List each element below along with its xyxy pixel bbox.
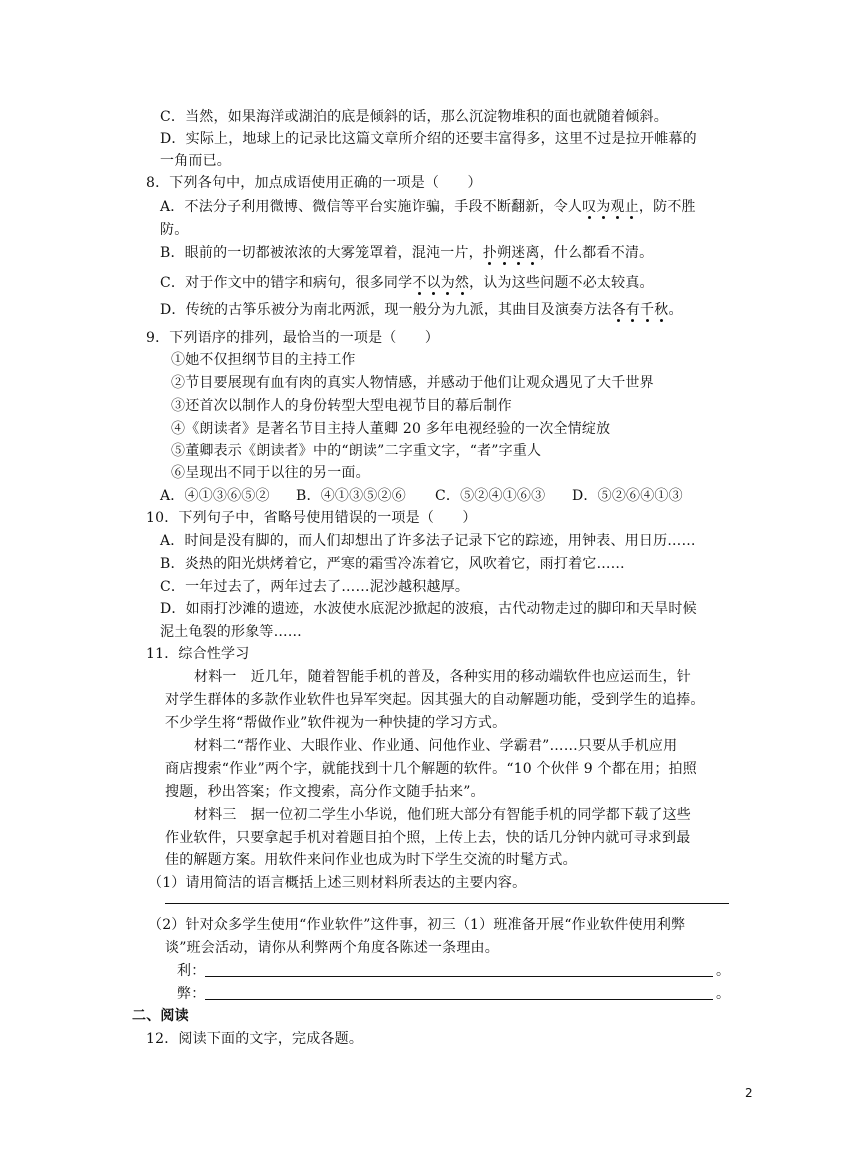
q11-material-2-line3: 搜题，秒出答案；作文搜索，高分作文随手拈来”。 xyxy=(165,784,485,800)
emphasis-char: 离 xyxy=(525,245,540,261)
q11-part-2-line2: 谈”班会活动，请你从利弊两个角度各陈述一条理由。 xyxy=(165,940,499,956)
emphasis-char: 各 xyxy=(611,302,626,318)
q8-c-post: ，认为这些问题不必太较真。 xyxy=(469,275,654,291)
q8-b-post: ，什么都看不清。 xyxy=(539,245,654,261)
emphasis-char: 迷 xyxy=(511,245,526,261)
advantage-period: 。 xyxy=(716,963,731,979)
q11-material-1-line2: 对学生群体的多款作业软件也异军突起。因其强大的自动解题功能，受到学生的追捧。 xyxy=(165,692,705,708)
q8-stem: 8．下列各句中，加点成语使用正确的一项是（ ） xyxy=(146,175,482,191)
q11-part-2-line1: （2）针对众多学生使用“作业软件”这件事，初三（1）班准备开展“作业软件使用利弊 xyxy=(148,917,686,933)
q10-option-b: B．炎热的阳光烘烤着它，严寒的霜雪冷冻着它，风吹着它，雨打着它…… xyxy=(160,556,625,572)
q11-material-2-line1: 材料二“帮作业、大眼作业、作业通、问他作业、学霸君”……只要从手机应用 xyxy=(194,738,678,754)
q11-material-3-line1: 材料三 据一位初二学生小华说，他们班大部分有智能手机的同学都下载了这些 xyxy=(194,807,691,823)
emphasis-char: 为 xyxy=(596,199,611,215)
q11-material-3-line3: 佳的解题方案。用软件来问作业也成为时下学生交流的时髦方式。 xyxy=(165,852,577,868)
disadvantage-label: 弊： xyxy=(177,986,206,1002)
emphasis-char: 止 xyxy=(624,199,639,215)
q9-sentence-2: ②节目要展现有血有肉的真实人物情感，并感动于他们让观众遇见了大千世界 xyxy=(171,375,654,391)
emphasis-char: 然 xyxy=(454,275,470,291)
q9-option-b: B．④①③⑤②⑥ xyxy=(296,488,406,504)
q8-b-pre: B．眼前的一切都被浓浓的大雾笼罩着，混沌一片， xyxy=(160,245,483,261)
q8-d-pre: D．传统的古筝乐被分为南北两派，现一般分为九派，其曲目及演奏方法 xyxy=(160,302,612,318)
emphasis-char: 不 xyxy=(412,275,427,291)
q8-option-d xyxy=(160,302,683,318)
advantage-label: 利： xyxy=(177,963,206,979)
disadvantage-period: 。 xyxy=(716,986,731,1002)
advantage-answer-line xyxy=(205,976,713,977)
q9-stem: 9．下列语序的排列，最恰当的一项是（ ） xyxy=(146,330,440,346)
answer-line xyxy=(165,903,729,904)
q11-material-2-line2: 商店搜索“作业”两个字，就能找到十几个解题的软件。“10 个伙伴 9 个都在用；拍照 xyxy=(165,761,697,777)
q10-option-a: A．时间是没有脚的，而人们却想出了许多法子记录下它的踪迹，用钟表、用日历…… xyxy=(160,533,696,549)
q10-option-d-line1: D．如雨打沙滩的遗迹，水波使水底泥沙掀起的波痕，古代动物走过的脚印和天旱时候 xyxy=(160,601,697,617)
q9-sentence-4: ④《朗读者》是著名节目主持人董卿 20 多年电视经验的一次全情绽放 xyxy=(171,421,611,437)
emphasis-char: 秋 xyxy=(654,302,669,318)
q12-stem: 12．阅读下面的文字，完成各题。 xyxy=(146,1031,364,1047)
q8-a-post: ，防不胜 xyxy=(638,199,696,215)
emphasis-char: 叹 xyxy=(582,199,597,215)
q8-option-c xyxy=(160,275,654,291)
emphasis-char: 朔 xyxy=(497,245,512,261)
q8-a-pre: A．不法分子利用微博、微信等平台实施诈骗，手段不断翻新，令人 xyxy=(160,199,583,215)
q9-sentence-3: ③还首次以制作人的身份转型大型电视节目的幕后制作 xyxy=(171,398,512,414)
disadvantage-answer-line xyxy=(205,999,713,1000)
q9-option-d: D．⑤②⑥④①③ xyxy=(572,488,683,504)
emphasis-char: 有 xyxy=(625,302,641,318)
q10-option-d-line2: 泥土龟裂的形象等…… xyxy=(160,624,302,640)
page-number: 2 xyxy=(745,1086,753,1100)
q9-sentence-5: ⑤董卿表示《朗读者》中的“朗读”二字重文字，“者”字重人 xyxy=(171,443,542,459)
emphasis-char: 千 xyxy=(640,302,655,318)
q9-option-a: A．④①③⑥⑤② xyxy=(160,488,270,504)
q8-option-b xyxy=(160,245,653,261)
q10-option-c: C．一年过去了，两年过去了……泥沙越积越厚。 xyxy=(160,579,470,595)
q7-option-c: C．当然，如果海洋或湖泊的底是倾斜的话，那么沉淀物堆积的面也就随着倾斜。 xyxy=(160,109,668,125)
q11-material-1-line1: 材料一 近几年，随着智能手机的普及，各种实用的移动端软件也应运而生，针 xyxy=(194,669,691,685)
q8-option-a-line2: 防。 xyxy=(160,222,189,238)
q10-stem: 10．下列句子中，省略号使用错误的一项是（ ） xyxy=(146,510,477,526)
q11-stem: 11．综合性学习 xyxy=(146,646,250,662)
q8-option-a-line1 xyxy=(160,199,696,215)
q9-sentence-6: ⑥呈现出不同于以往的另一面。 xyxy=(171,465,370,481)
section-heading-reading: 二、阅读 xyxy=(132,1008,189,1024)
emphasis-char: 观 xyxy=(610,199,625,215)
q7-option-d-line2: 一角而已。 xyxy=(160,153,231,169)
emphasis-char: 以 xyxy=(426,275,441,291)
q11-material-3-line2: 作业软件，只要拿起手机对着题目拍个照，上传上去，快的话几分钟内就可寻求到最 xyxy=(165,830,691,846)
q8-d-post: 。 xyxy=(668,302,683,318)
emphasis-char: 为 xyxy=(440,275,455,291)
q11-material-1-line3: 不少学生将“帮做作业”软件视为一种快捷的学习方式。 xyxy=(165,715,507,731)
q9-option-c: C．⑤②④①⑥③ xyxy=(435,488,546,504)
q7-option-d-line1: D．实际上，地球上的记录比这篇文章所介绍的还要丰富得多，这里不过是拉开帷幕的 xyxy=(160,131,697,147)
q11-part-1: （1）请用简洁的语言概括上述三则材料所表达的主要内容。 xyxy=(148,875,527,891)
q9-sentence-1: ①她不仅担纲节目的主持工作 xyxy=(171,352,356,368)
q8-c-pre: C．对于作文中的错字和病句，很多同学 xyxy=(160,275,413,291)
emphasis-char: 扑 xyxy=(482,245,498,261)
